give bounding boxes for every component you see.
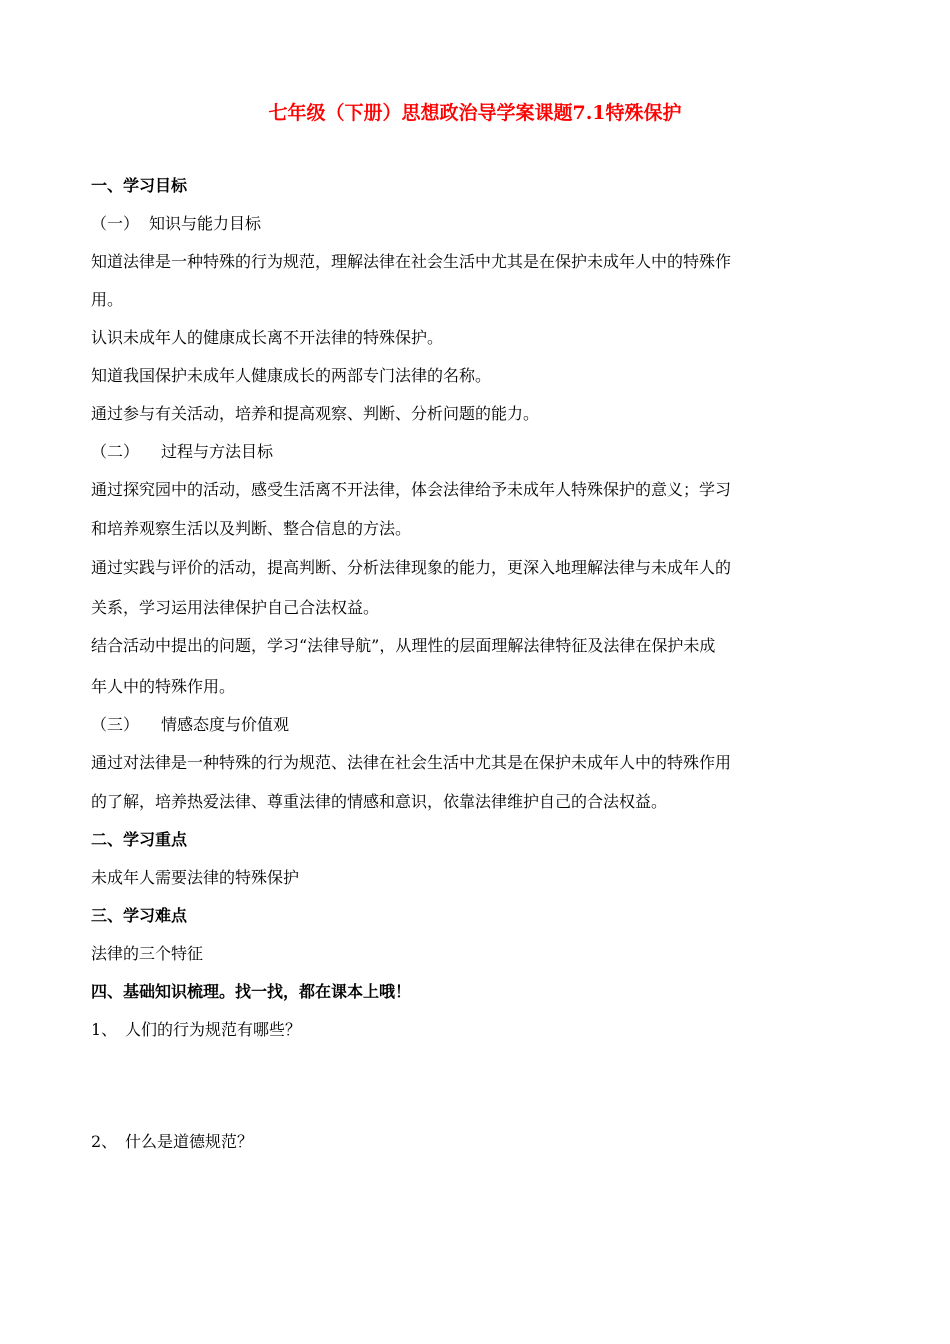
- subsection-heading-values: [91, 714, 871, 736]
- question-text: 什么是道德规范？: [125, 1132, 254, 1151]
- paragraph-line: 年人中的特殊作用。: [91, 677, 236, 696]
- question-item: [91, 1131, 871, 1153]
- paragraph-line: 关系，学习运用法律保护自己合法权益。: [91, 598, 380, 617]
- section-heading-difficulties: 三、学习难点: [91, 906, 188, 925]
- paragraph-line: 通过实践与评价的活动，提高判断、分析法律现象的能力，更深入地理解法律与未成年人的: [91, 558, 732, 577]
- subsection-number: （二）: [91, 442, 140, 461]
- paragraph-line: 通过对法律是一种特殊的行为规范、法律在社会生活中尤其是在保护未成年人中的特殊作用: [91, 753, 732, 772]
- subsection-heading-process: [91, 441, 871, 463]
- paragraph-line: 通过探究园中的活动，感受生活离不开法律，体会法律给予未成年人特殊保护的意义；学习: [91, 480, 732, 499]
- document-title: 七年级（下册）思想政治导学案课题7.1特殊保护: [268, 102, 682, 124]
- paragraph-line: 的了解，培养热爱法律、尊重法律的情感和意识，依靠法律维护自己的合法权益。: [91, 792, 668, 811]
- paragraph-line: 通过参与有关活动，培养和提高观察、判断、分析问题的能力。: [91, 404, 540, 423]
- paragraph-line: 知道法律是一种特殊的行为规范，理解法律在社会生活中尤其是在保护未成年人中的特殊作: [91, 252, 732, 271]
- question-number: 1、: [91, 1020, 118, 1039]
- paragraph-line: 法律的三个特征: [91, 944, 204, 963]
- question-item: [91, 1019, 871, 1041]
- subsection-number: （一）: [91, 214, 140, 233]
- paragraph-line: 知道我国保护未成年人健康成长的两部专门法律的名称。: [91, 366, 492, 385]
- question-number: 2、: [91, 1132, 118, 1151]
- subsection-label: 知识与能力目标: [149, 214, 262, 233]
- section-heading-key-points: 二、学习重点: [91, 830, 188, 849]
- paragraph-line: 用。: [91, 290, 124, 309]
- subsection-label: 情感态度与价值观: [161, 715, 290, 734]
- paragraph-line: 结合活动中提出的问题，学习“法律导航”，从理性的层面理解法律特征及法律在保护未成: [91, 636, 716, 655]
- section-heading-basics: 四、基础知识梳理。找一找，都在课本上哦！: [91, 982, 412, 1001]
- question-text: 人们的行为规范有哪些？: [125, 1020, 302, 1039]
- subsection-heading-knowledge: [91, 213, 871, 235]
- paragraph-line: 和培养观察生活以及判断、整合信息的方法。: [91, 519, 412, 538]
- paragraph-line: 未成年人需要法律的特殊保护: [91, 868, 300, 887]
- section-heading-objectives: 一、学习目标: [91, 176, 188, 195]
- paragraph-line: 认识未成年人的健康成长离不开法律的特殊保护。: [91, 328, 444, 347]
- subsection-number: （三）: [91, 715, 140, 734]
- subsection-label: 过程与方法目标: [161, 442, 274, 461]
